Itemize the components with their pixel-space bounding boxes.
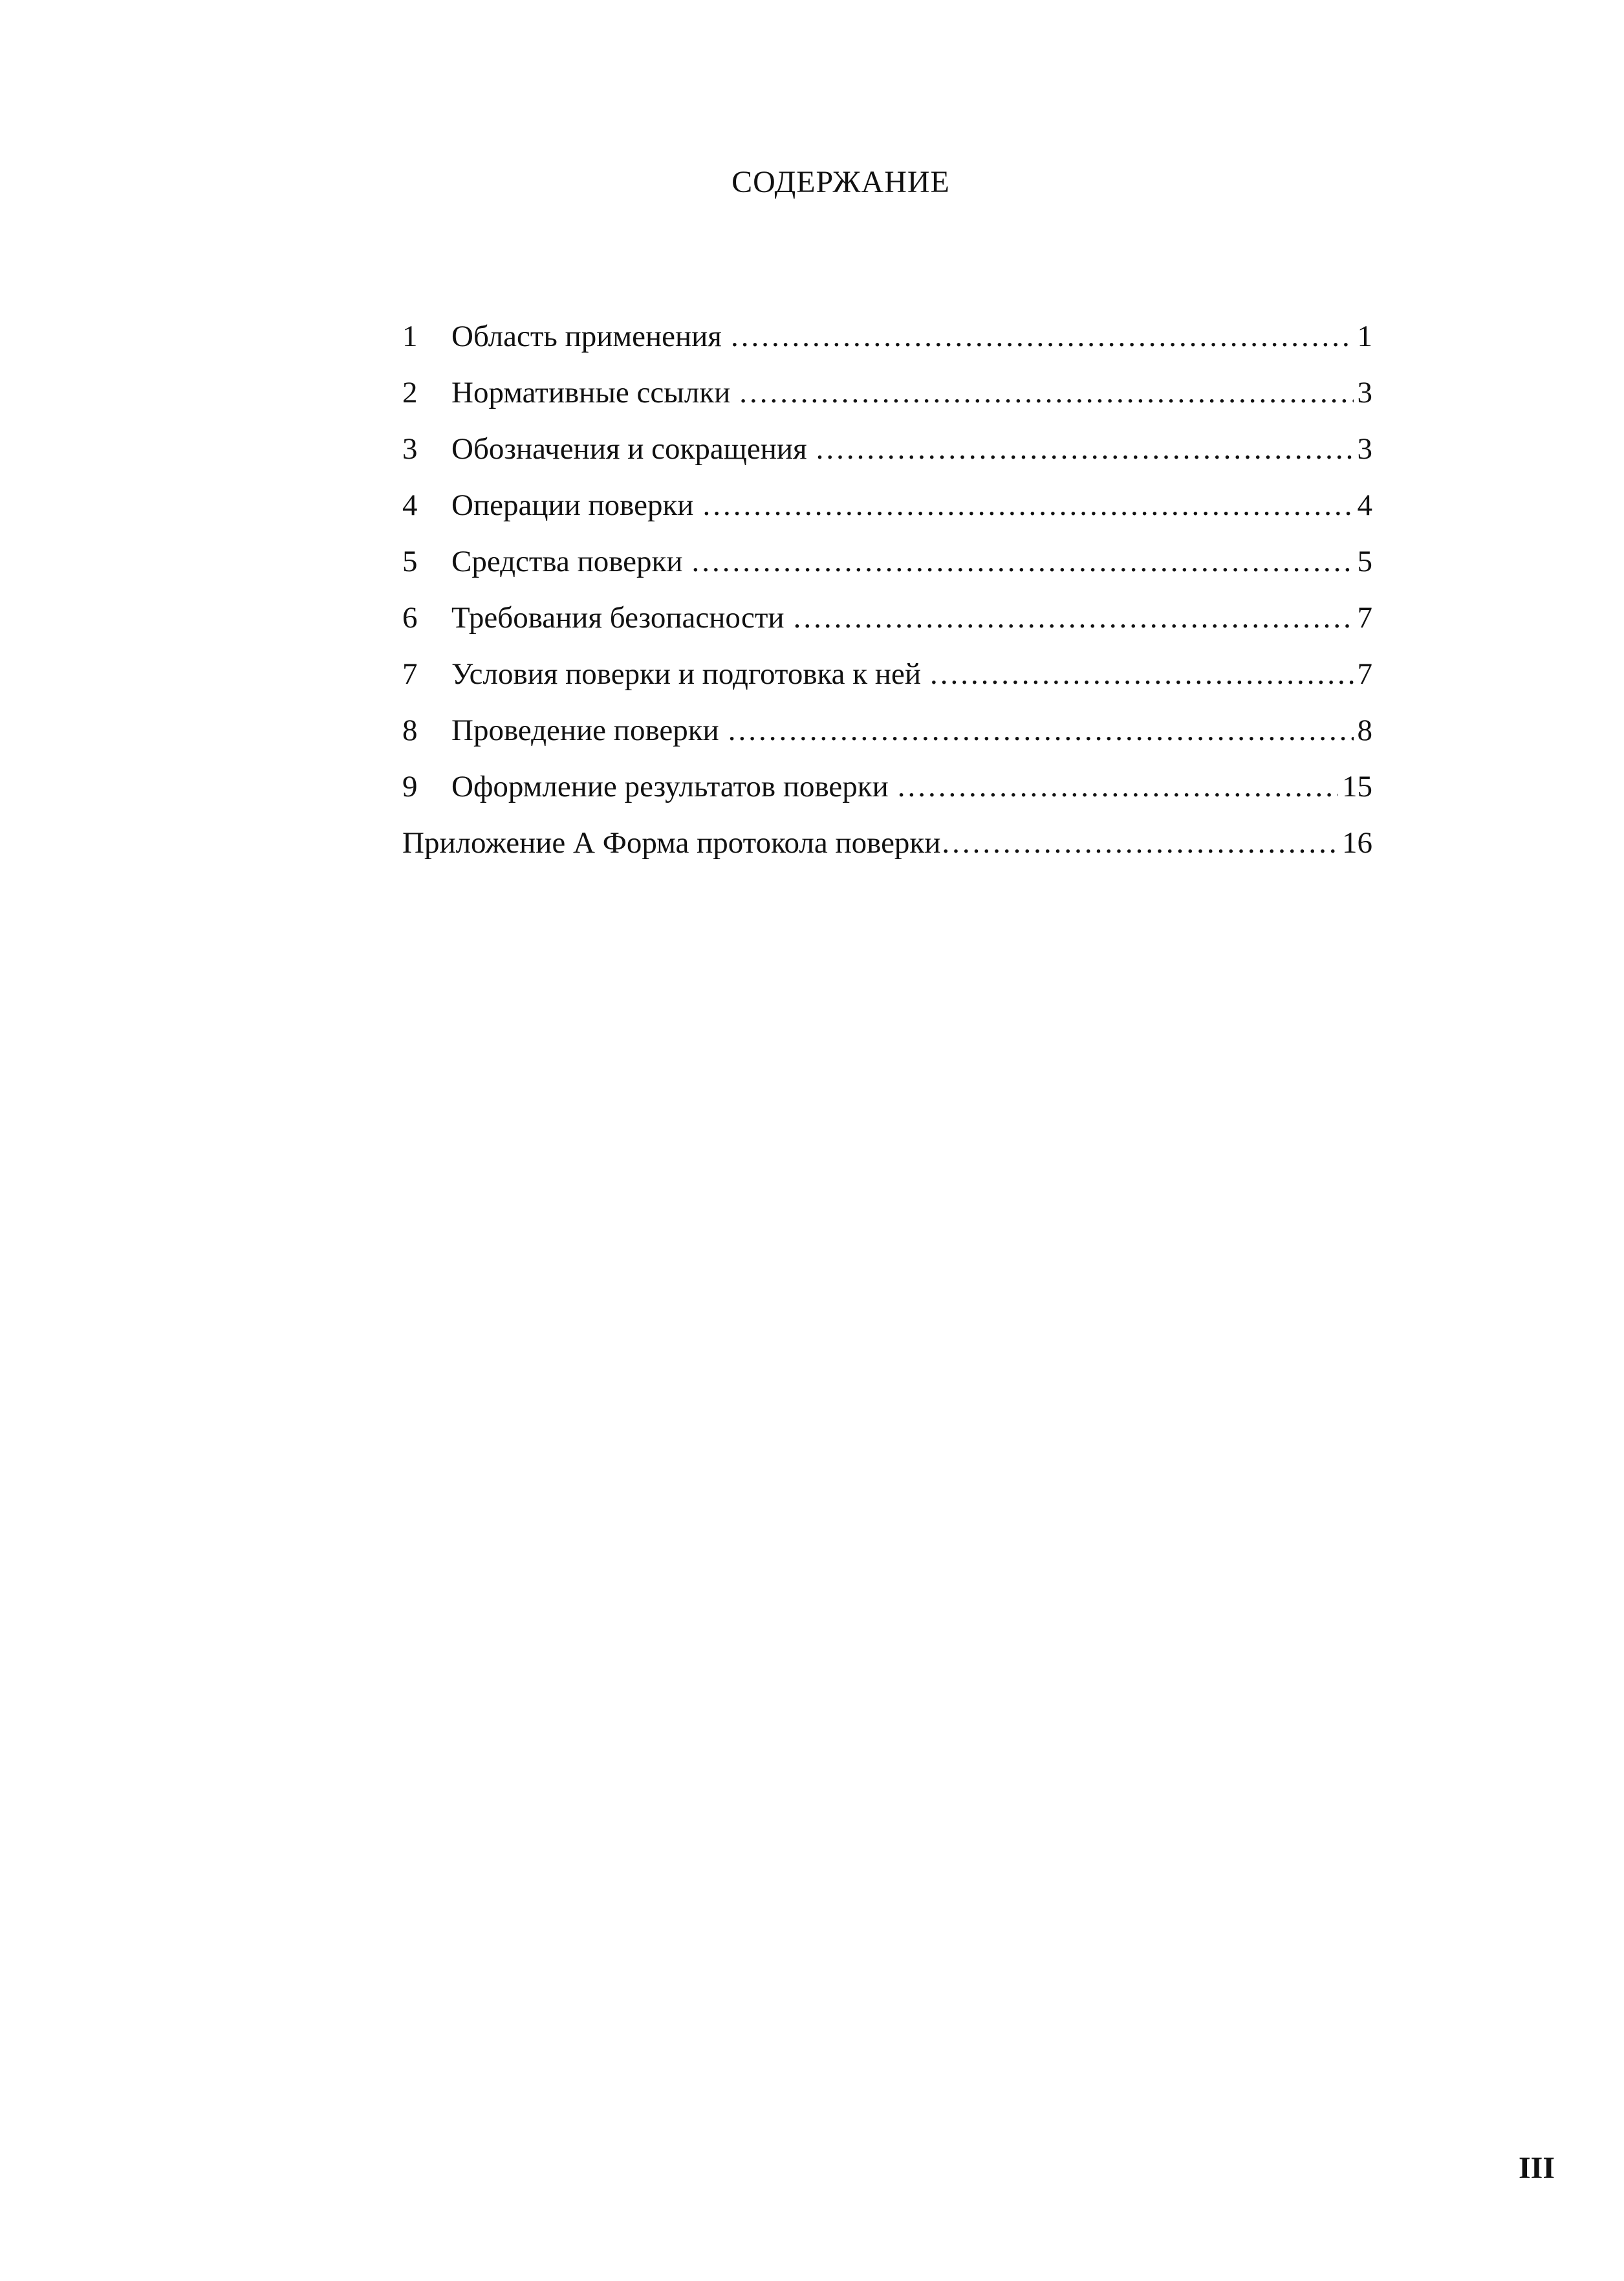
toc-entry-title: Оформление результатов поверки	[451, 770, 889, 803]
toc-entry-number: 8	[402, 714, 418, 747]
toc-dot-leader	[728, 711, 1354, 750]
toc-entry-title: Область применения	[451, 320, 722, 353]
table-of-contents	[402, 317, 1372, 880]
toc-entry-3	[402, 430, 1372, 486]
toc-dot-leader	[692, 542, 1354, 581]
toc-entry-page: 7	[1357, 601, 1372, 635]
toc-dot-leader	[731, 317, 1354, 356]
toc-entry-page: 5	[1357, 545, 1372, 578]
toc-entry-number: 7	[402, 657, 418, 691]
toc-entry-number: 5	[402, 545, 418, 578]
toc-entry-number: 1	[402, 320, 418, 353]
toc-dot-leader	[816, 430, 1354, 468]
toc-entry-number: 2	[402, 376, 418, 409]
toc-entry-6	[402, 598, 1372, 655]
toc-entry-page: 4	[1357, 488, 1372, 522]
toc-entry-page: 7	[1357, 657, 1372, 691]
toc-entry-7	[402, 655, 1372, 711]
toc-entry-9	[402, 767, 1372, 824]
toc-entry-page: 8	[1357, 714, 1372, 747]
toc-entry-page: 16	[1342, 826, 1372, 860]
toc-entry-8	[402, 711, 1372, 767]
toc-entry-number: 4	[402, 488, 418, 522]
toc-entry-number: 3	[402, 432, 418, 466]
toc-entry-number: 6	[402, 601, 418, 635]
toc-entry-title: Приложение А Форма протокола поверки	[402, 826, 941, 860]
toc-entry-title: Условия поверки и подготовка к ней	[451, 657, 922, 691]
toc-entry-title: Нормативные ссылки	[451, 376, 731, 409]
toc-entry-4	[402, 486, 1372, 542]
toc-entry-title: Требования безопасности	[451, 601, 785, 635]
toc-entry-title: Обозначения и сокращения	[451, 432, 807, 466]
toc-dot-leader	[898, 767, 1338, 806]
toc-dot-leader	[930, 655, 1353, 693]
toc-dot-leader	[702, 486, 1353, 525]
toc-entry-1	[402, 317, 1372, 373]
toc-entry-title: Проведение поверки	[451, 714, 719, 747]
toc-title: СОДЕРЖАНИЕ	[731, 165, 950, 199]
toc-entry-page: 1	[1357, 320, 1372, 353]
toc-entry-5	[402, 542, 1372, 598]
toc-entry-2	[402, 373, 1372, 430]
toc-entry-title: Средства поверки	[451, 545, 683, 578]
toc-entry-title: Операции поверки	[451, 488, 694, 522]
toc-dot-leader	[739, 373, 1353, 412]
toc-entry-appendix-a	[402, 824, 1372, 880]
toc-entry-page: 3	[1357, 376, 1372, 409]
toc-entry-number: 9	[402, 770, 418, 803]
toc-dot-leader	[942, 824, 1338, 862]
page-number: III	[1519, 2151, 1555, 2185]
toc-dot-leader	[794, 598, 1354, 637]
toc-entry-page: 3	[1357, 432, 1372, 466]
toc-entry-page: 15	[1342, 770, 1372, 803]
